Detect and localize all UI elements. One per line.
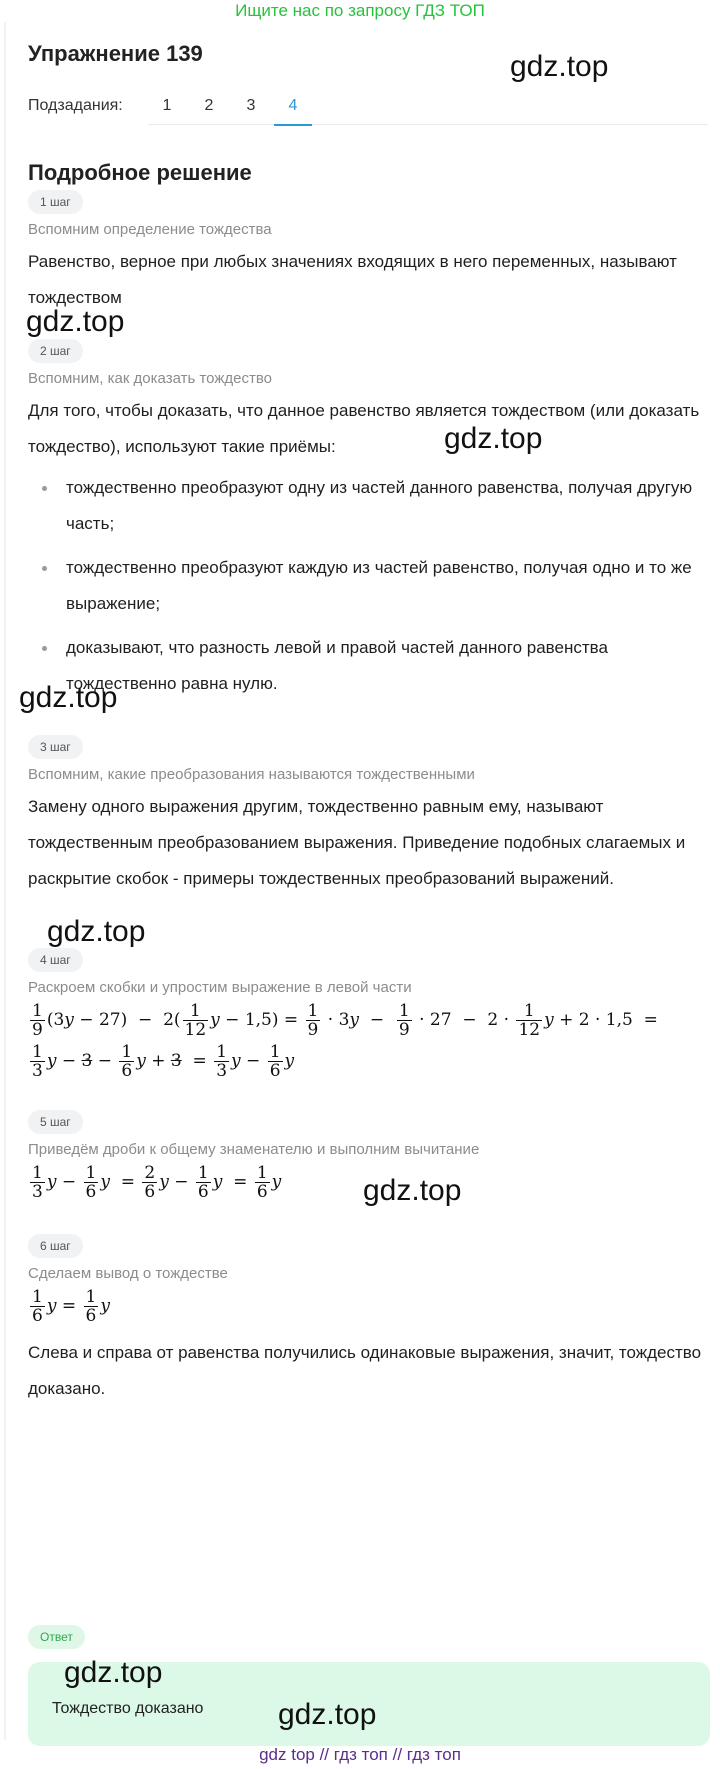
step-2-hint: Вспомним, как доказать тождество xyxy=(28,370,272,387)
step-2-text: Для того, чтобы доказать, что данное равенство является тождеством (или доказать тождество), используют такие приёмы: xyxy=(28,401,700,456)
step-6-badge: 6 шаг xyxy=(28,1234,83,1258)
step-4-formula-line-2: $\frac{1}{3}$ y − 3 − $\frac{1}{6}$ y + 3 = $\frac{1}{3}$ y − $\frac{1}{6}$ y xyxy=(32,1042,295,1081)
subtask-tab-1[interactable]: 1 xyxy=(162,97,172,114)
step-6-formula: $\frac{1}{6}$ y = $\frac{1}{6}$ y xyxy=(32,1287,110,1326)
exercise-title: Упражнение 139 xyxy=(28,41,203,66)
footer-links[interactable]: gdz top // гдз топ // гдз топ xyxy=(259,1745,461,1764)
watermark: gdz.top xyxy=(64,1656,163,1689)
bullet-item: тождественно преобразуют каждую из частей равенство, получая одно и то же выражение; xyxy=(28,550,708,622)
watermark: gdz.top xyxy=(26,305,125,338)
step-5-hint: Приведём дроби к общему знаменателю и выполним вычитание xyxy=(28,1141,480,1158)
subtask-tab-3[interactable]: 3 xyxy=(246,97,256,114)
step-1-text: Равенство, верное при любых значениях входящих в него переменных, называют тождеством xyxy=(28,252,677,307)
watermark: gdz.top xyxy=(19,681,118,714)
watermark: gdz.top xyxy=(363,1174,462,1207)
subtasks-tabs xyxy=(148,92,708,125)
step-3-hint: Вспомним, какие преобразования называются тождественными xyxy=(28,766,475,783)
subtask-tab-4[interactable]: 4 xyxy=(274,92,312,126)
subtasks-label: Подзадания: xyxy=(28,97,123,114)
solution-card xyxy=(6,22,720,1740)
answer-badge: Ответ xyxy=(28,1625,85,1649)
step-1-hint: Вспомним определение тождества xyxy=(28,221,272,238)
bullet-item: тождественно преобразуют одну из частей данного равенства, получая другую часть; xyxy=(28,470,708,542)
step-6-hint: Сделаем вывод о тождестве xyxy=(28,1265,228,1282)
watermark: gdz.top xyxy=(510,50,609,83)
step-3-badge: 3 шаг xyxy=(28,735,83,759)
watermark: gdz.top xyxy=(444,422,543,455)
step-1-badge: 1 шаг xyxy=(28,190,83,214)
answer-box xyxy=(28,1656,710,1746)
bullet-item: доказывают, что разность левой и правой частей данного равенства тождественно равна нулю. xyxy=(28,630,708,702)
step-2-bullet-list xyxy=(28,470,708,710)
step-6-text: Слева и справа от равенства получились одинаковые выражения, значит, тождество доказано. xyxy=(28,1343,702,1398)
answer-text: Тождество доказано xyxy=(52,1700,204,1717)
top-banner: Ищите нас по запросу ГДЗ ТОП xyxy=(235,1,485,20)
step-4-formula-line-1: $\frac{1}{9}$ (3y − 27) − 2( $\frac{1}{12}$ y − 1,5) = $\frac{1}{9}$ · 3y − $\frac{1}{9}$ · 27 − 2 · $\frac{1}{12}$ y + 2 · 1,5 = xyxy=(32,1001,658,1040)
section-title: Подробное решение xyxy=(28,160,252,185)
watermark: gdz.top xyxy=(47,915,146,948)
step-5-badge: 5 шаг xyxy=(28,1110,83,1134)
step-4-hint: Раскроем скобки и упростим выражение в левой части xyxy=(28,979,412,996)
step-3-text: Замену одного выражения другим, тождественно равным ему, называют тождественным преобразованием выражения. Приведение подобных слагаемых и раскрытие скобок - примеры тождественных преобразований выражений. xyxy=(28,797,686,888)
watermark: gdz.top xyxy=(278,1698,377,1731)
step-2-badge: 2 шаг xyxy=(28,339,83,363)
step-5-formula: $\frac{1}{3}$ y − $\frac{1}{6}$ y = $\frac{2}{6}$ y − $\frac{1}{6}$ y = $\frac{1}{6}$ y xyxy=(32,1163,282,1202)
subtask-tab-2[interactable]: 2 xyxy=(204,97,214,114)
step-4-badge: 4 шаг xyxy=(28,948,83,972)
